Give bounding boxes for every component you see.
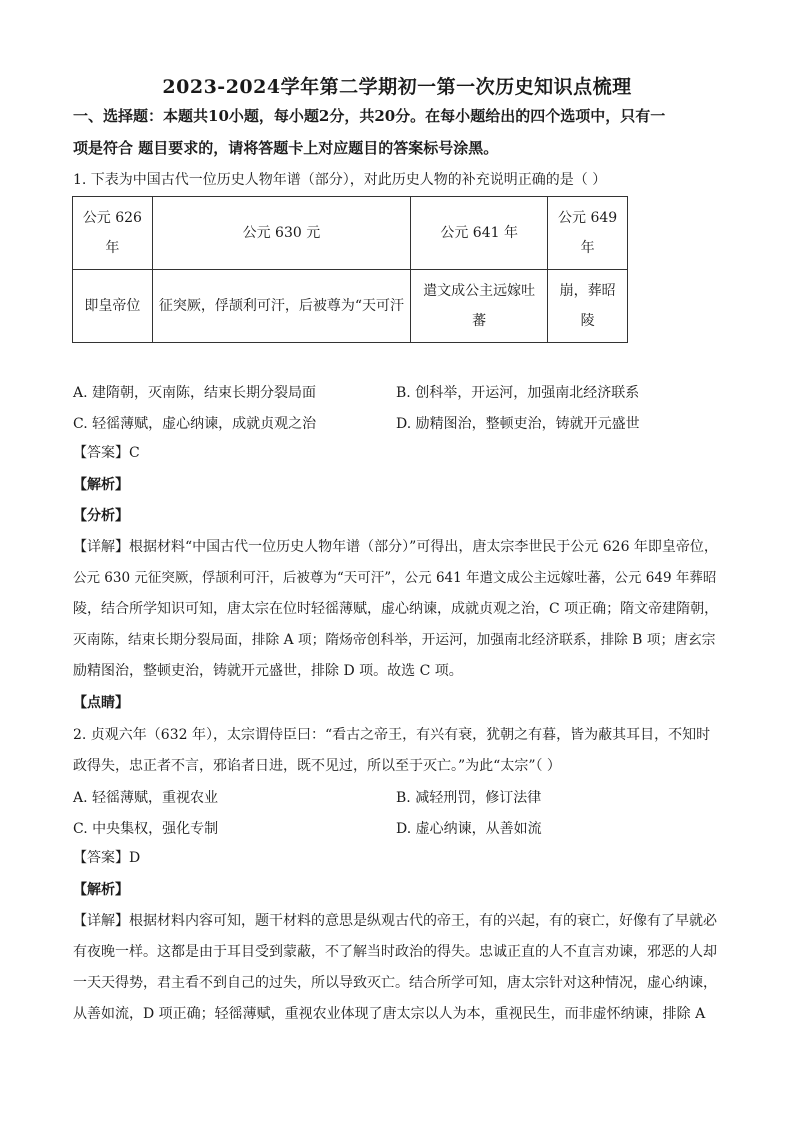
q2-detail-line: 有夜晚一样。这都是由于耳目受到蒙蔽，不了解当时政治的得失。忠诚正直的人不直言劝谏，邪恶的人却 [73,944,717,960]
page-title: 2023-2024学年第二学期初一第一次历史知识点梳理 [162,76,632,98]
table-cell: 公元 630 元 [152,197,410,270]
table-cell: 公元 641 年 [411,197,548,270]
table-cell: 征突厥，俘颉利可汗，后被尊为“天可汗 [152,270,410,343]
q1-detail-line: 公元 630 元征突厥，俘颉利可汗，后被尊为“天可汗”，公元 641 年遣文成公主远嫁吐蕃，公元 649 年葬昭 [73,570,717,586]
q1-dianjing-label: 【点睛】 [73,695,129,711]
table-header-row [73,197,628,270]
q2-option-b: B. 减轻刑罚，修订法律 [396,790,542,806]
section-heading-line-2: 项是符合 题目要求的，请将答题卡上对应题目的答案标号涂黑。 [73,139,499,157]
chronology-table [72,196,628,343]
table-cell: 公元 649 年 [548,197,628,270]
q1-detail-line: 灭南陈，结束长期分裂局面，排除 A 项；隋炀帝创科举，开运河，加强南北经济联系，排除 B 项；唐玄宗 [73,632,716,648]
q1-option-d: D. 励精图治，整顿吏治，铸就开元盛世 [396,416,640,432]
q2-option-d: D. 虚心纳谏，从善如流 [396,821,542,837]
table-cell: 崩，葬昭陵 [548,270,628,343]
q2-option-c: C. 中央集权，强化专制 [73,821,219,837]
question-2-stem-line-2: 政得失，忠正者不言，邪谄者日进，既不见过，所以至于灭亡。”为此“太宗”（ ） [73,758,561,774]
q1-answer: 【答案】C [73,445,140,461]
question-2-stem-line-1: 2. 贞观六年（632 年），太宗谓侍臣曰：“看古之帝王，有兴有衰，犹朝之有暮，皆为蔽其耳目，不知时 [73,727,711,743]
q1-option-c: C. 轻徭薄赋，虚心纳谏，成就贞观之治 [73,416,317,432]
table-cell: 公元 626 年 [73,197,153,270]
q2-option-a: A. 轻徭薄赋，重视农业 [73,790,219,806]
q2-analysis-label: 【解析】 [73,882,129,898]
q1-analysis-label: 【解析】 [73,477,129,493]
q2-detail-line: 从善如流，D 项正确；轻徭薄赋，重视农业体现了唐太宗以人为本，重视民生，而非虚怀纳谏，排除 A [73,1006,706,1022]
table-body-row [73,270,628,343]
question-1-stem: 1. 下表为中国古代一位历史人物年谱（部分），对此历史人物的补充说明正确的是（ ） [73,172,607,188]
q1-fenxi-label: 【分析】 [73,508,129,524]
q1-option-b: B. 创科举，开运河，加强南北经济联系 [396,385,640,401]
q1-detail-line: 陵，结合所学知识可知，唐太宗在位时轻徭薄赋，虚心纳谏，成就贞观之治，C 项正确；隋文帝建隋朝， [73,601,719,617]
section-heading-line-1: 一、选择题：本题共10小题，每小题2分，共20分。在每小题给出的四个选项中，只有一 [73,107,666,125]
table-cell: 即皇帝位 [73,270,153,343]
q2-detail-line: 【详解】根据材料内容可知，题干材料的意思是纵观古代的帝王，有的兴起，有的衰亡，好像有了早就必 [73,913,717,929]
q1-detail-line: 励精图治，整顿吏治，铸就开元盛世，排除 D 项。故选 C 项。 [73,663,463,679]
table-cell: 遣文成公主远嫁吐蕃 [411,270,548,343]
q1-detail-line: 【详解】根据材料“中国古代一位历史人物年谱（部分）”可得出，唐太宗李世民于公元 626 年即皇帝位， [73,539,718,555]
q1-option-a: A. 建隋朝，灭南陈，结束长期分裂局面 [73,385,317,401]
q2-detail-line: 一天天得势，君主看不到自己的过失，所以导致灭亡。结合所学可知，唐太宗针对这种情况，虚心纳谏， [73,975,717,991]
q2-answer: 【答案】D [73,850,141,866]
